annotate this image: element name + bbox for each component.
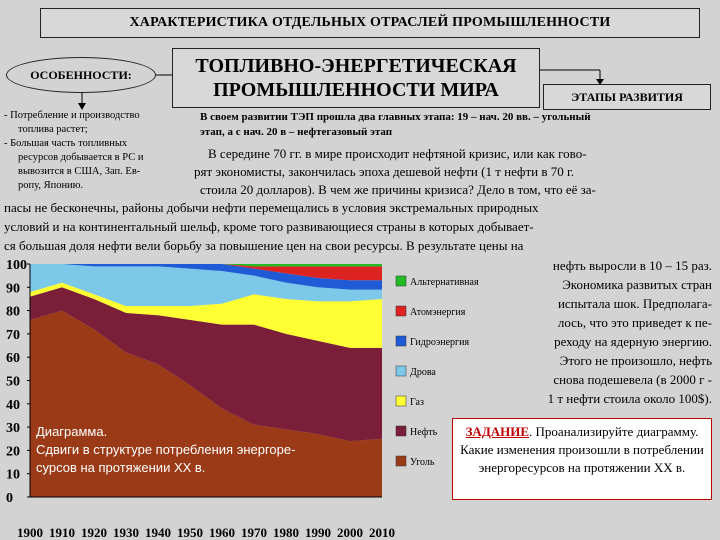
y-tick-label: 70	[6, 327, 20, 343]
stages-label: ЭТАПЫ РАЗВИТИЯ	[571, 90, 683, 104]
legend-swatch	[396, 426, 406, 436]
body-line: условий и на континентальный шельф, кроме того развивающиеся страны в которых добывает-	[4, 219, 534, 234]
x-tick-label: 1960	[209, 525, 235, 540]
legend-label: Уголь	[410, 457, 435, 468]
y-tick-label: 40	[6, 397, 20, 413]
y-tick-label: 90	[6, 281, 20, 297]
y-tick-label: 10	[6, 467, 20, 483]
intro-line: В своем развитии ТЭП прошла два главных этапа: 19 – нач. 20 вв. – угольный	[200, 111, 591, 123]
legend-swatch	[396, 306, 406, 316]
right-line: Этого не произошло, нефть	[559, 353, 712, 368]
features-line: - Потребление и производство	[4, 110, 140, 121]
body-line: стоила 20 долларов). В чем же причины кризиса? Дело в том, что её за-	[200, 182, 596, 197]
task-label: ЗАДАНИЕ	[465, 424, 530, 439]
legend-label: Дрова	[410, 367, 436, 378]
intro-line: этап, а с нач. 20 в – нефтегазовый этап	[200, 126, 393, 138]
y-tick-label: 80	[6, 304, 20, 320]
x-tick-label: 1940	[145, 525, 171, 540]
features-label: ОСОБЕННОСТИ:	[30, 68, 132, 82]
stages-intro	[200, 110, 715, 140]
body-line: пасы не бесконечны, районы добычи нефти перемещались в условия экстремальных природных	[4, 200, 539, 215]
features-line: ресурсов добывается в РС и	[18, 152, 144, 163]
x-tick-label: 1980	[273, 525, 299, 540]
topic-line-2: ПРОМЫШЛЕННОСТИ МИРА	[213, 79, 499, 101]
right-line: лось, что это приведет к пе-	[557, 315, 712, 330]
features-line: вывозится в США, Зап. Ев-	[18, 166, 141, 177]
page-title: ХАРАКТЕРИСТИКА ОТДЕЛЬНЫХ ОТРАСЛЕЙ ПРОМЫШЛЕННОСТИ	[129, 15, 611, 30]
body-line: В середине 70 гг. в мире происходит нефтяной кризис, или как гово-	[208, 146, 587, 161]
y-tick-label: 60	[6, 351, 20, 367]
x-tick-label: 1990	[305, 525, 331, 540]
right-line: Экономика развитых стран	[562, 277, 712, 292]
legend-label: Атомэнергия	[410, 307, 466, 318]
right-line: реходу на ядерную энергию.	[554, 334, 712, 349]
y-tick-label: 20	[6, 444, 20, 460]
stages-box	[543, 84, 711, 110]
task-box	[452, 418, 712, 500]
legend-label: Гидроэнергия	[410, 337, 470, 348]
body-line: рят экономисты, закончилась эпоха дешевой нефти (1 т нефти в 70 г.	[194, 164, 575, 179]
x-tick-label: 1950	[177, 525, 203, 540]
features-list	[4, 109, 194, 193]
body-line: ся большая доля нефти вели борьбу за повышение цен на свои ресурсы. В результате цены на	[4, 238, 524, 253]
topic-box	[172, 48, 540, 108]
chart-caption-line: сурсов на протяжении XX в.	[36, 460, 206, 475]
y-tick-label: 0	[6, 491, 13, 506]
legend-label: Нефть	[410, 427, 438, 438]
energy-structure-chart	[0, 254, 479, 540]
legend-label: Альтернативная	[410, 277, 479, 288]
right-line: снова подешевела (в 2000 г -	[553, 372, 712, 387]
task-text: . Проанализируйте диаграмму. Какие изменения произошли в потреблении энергоресурсов на протяжении XX в.	[460, 424, 704, 475]
features-line: ропу, Японию.	[18, 180, 84, 191]
legend-swatch	[396, 396, 406, 406]
legend-swatch	[396, 336, 406, 346]
x-tick-label: 1920	[81, 525, 107, 540]
x-tick-label: 1970	[241, 525, 267, 540]
legend-swatch	[396, 276, 406, 286]
chart-caption-line: Диаграмма.	[36, 424, 108, 439]
legend-label: Газ	[410, 397, 424, 408]
features-oval	[6, 57, 156, 93]
features-line: - Большая часть топливных	[4, 138, 128, 149]
legend-swatch	[396, 366, 406, 376]
right-column-text	[484, 256, 712, 408]
right-line: 1 т нефти стоила около 100$).	[547, 391, 712, 406]
x-tick-label: 2000	[337, 525, 363, 540]
chart-caption-line: Сдвиги в структуре потребления энергоре-	[36, 442, 296, 457]
x-tick-label: 1910	[49, 525, 75, 540]
x-tick-label: 2010	[369, 525, 395, 540]
y-tick-label: 50	[6, 374, 20, 390]
y-tick-label: 30	[6, 421, 20, 437]
x-tick-label: 1900	[17, 525, 43, 540]
features-line: топлива растет;	[18, 124, 88, 135]
topic-line-1: ТОПЛИВНО-ЭНЕРГЕТИЧЕСКАЯ	[195, 55, 517, 77]
right-line: испытала шок. Предполага-	[557, 296, 712, 311]
legend-swatch	[396, 456, 406, 466]
x-tick-label: 1930	[113, 525, 139, 540]
y-tick-label: 100	[6, 258, 27, 273]
right-line: нефть выросли в 10 – 15 раз.	[552, 258, 712, 273]
